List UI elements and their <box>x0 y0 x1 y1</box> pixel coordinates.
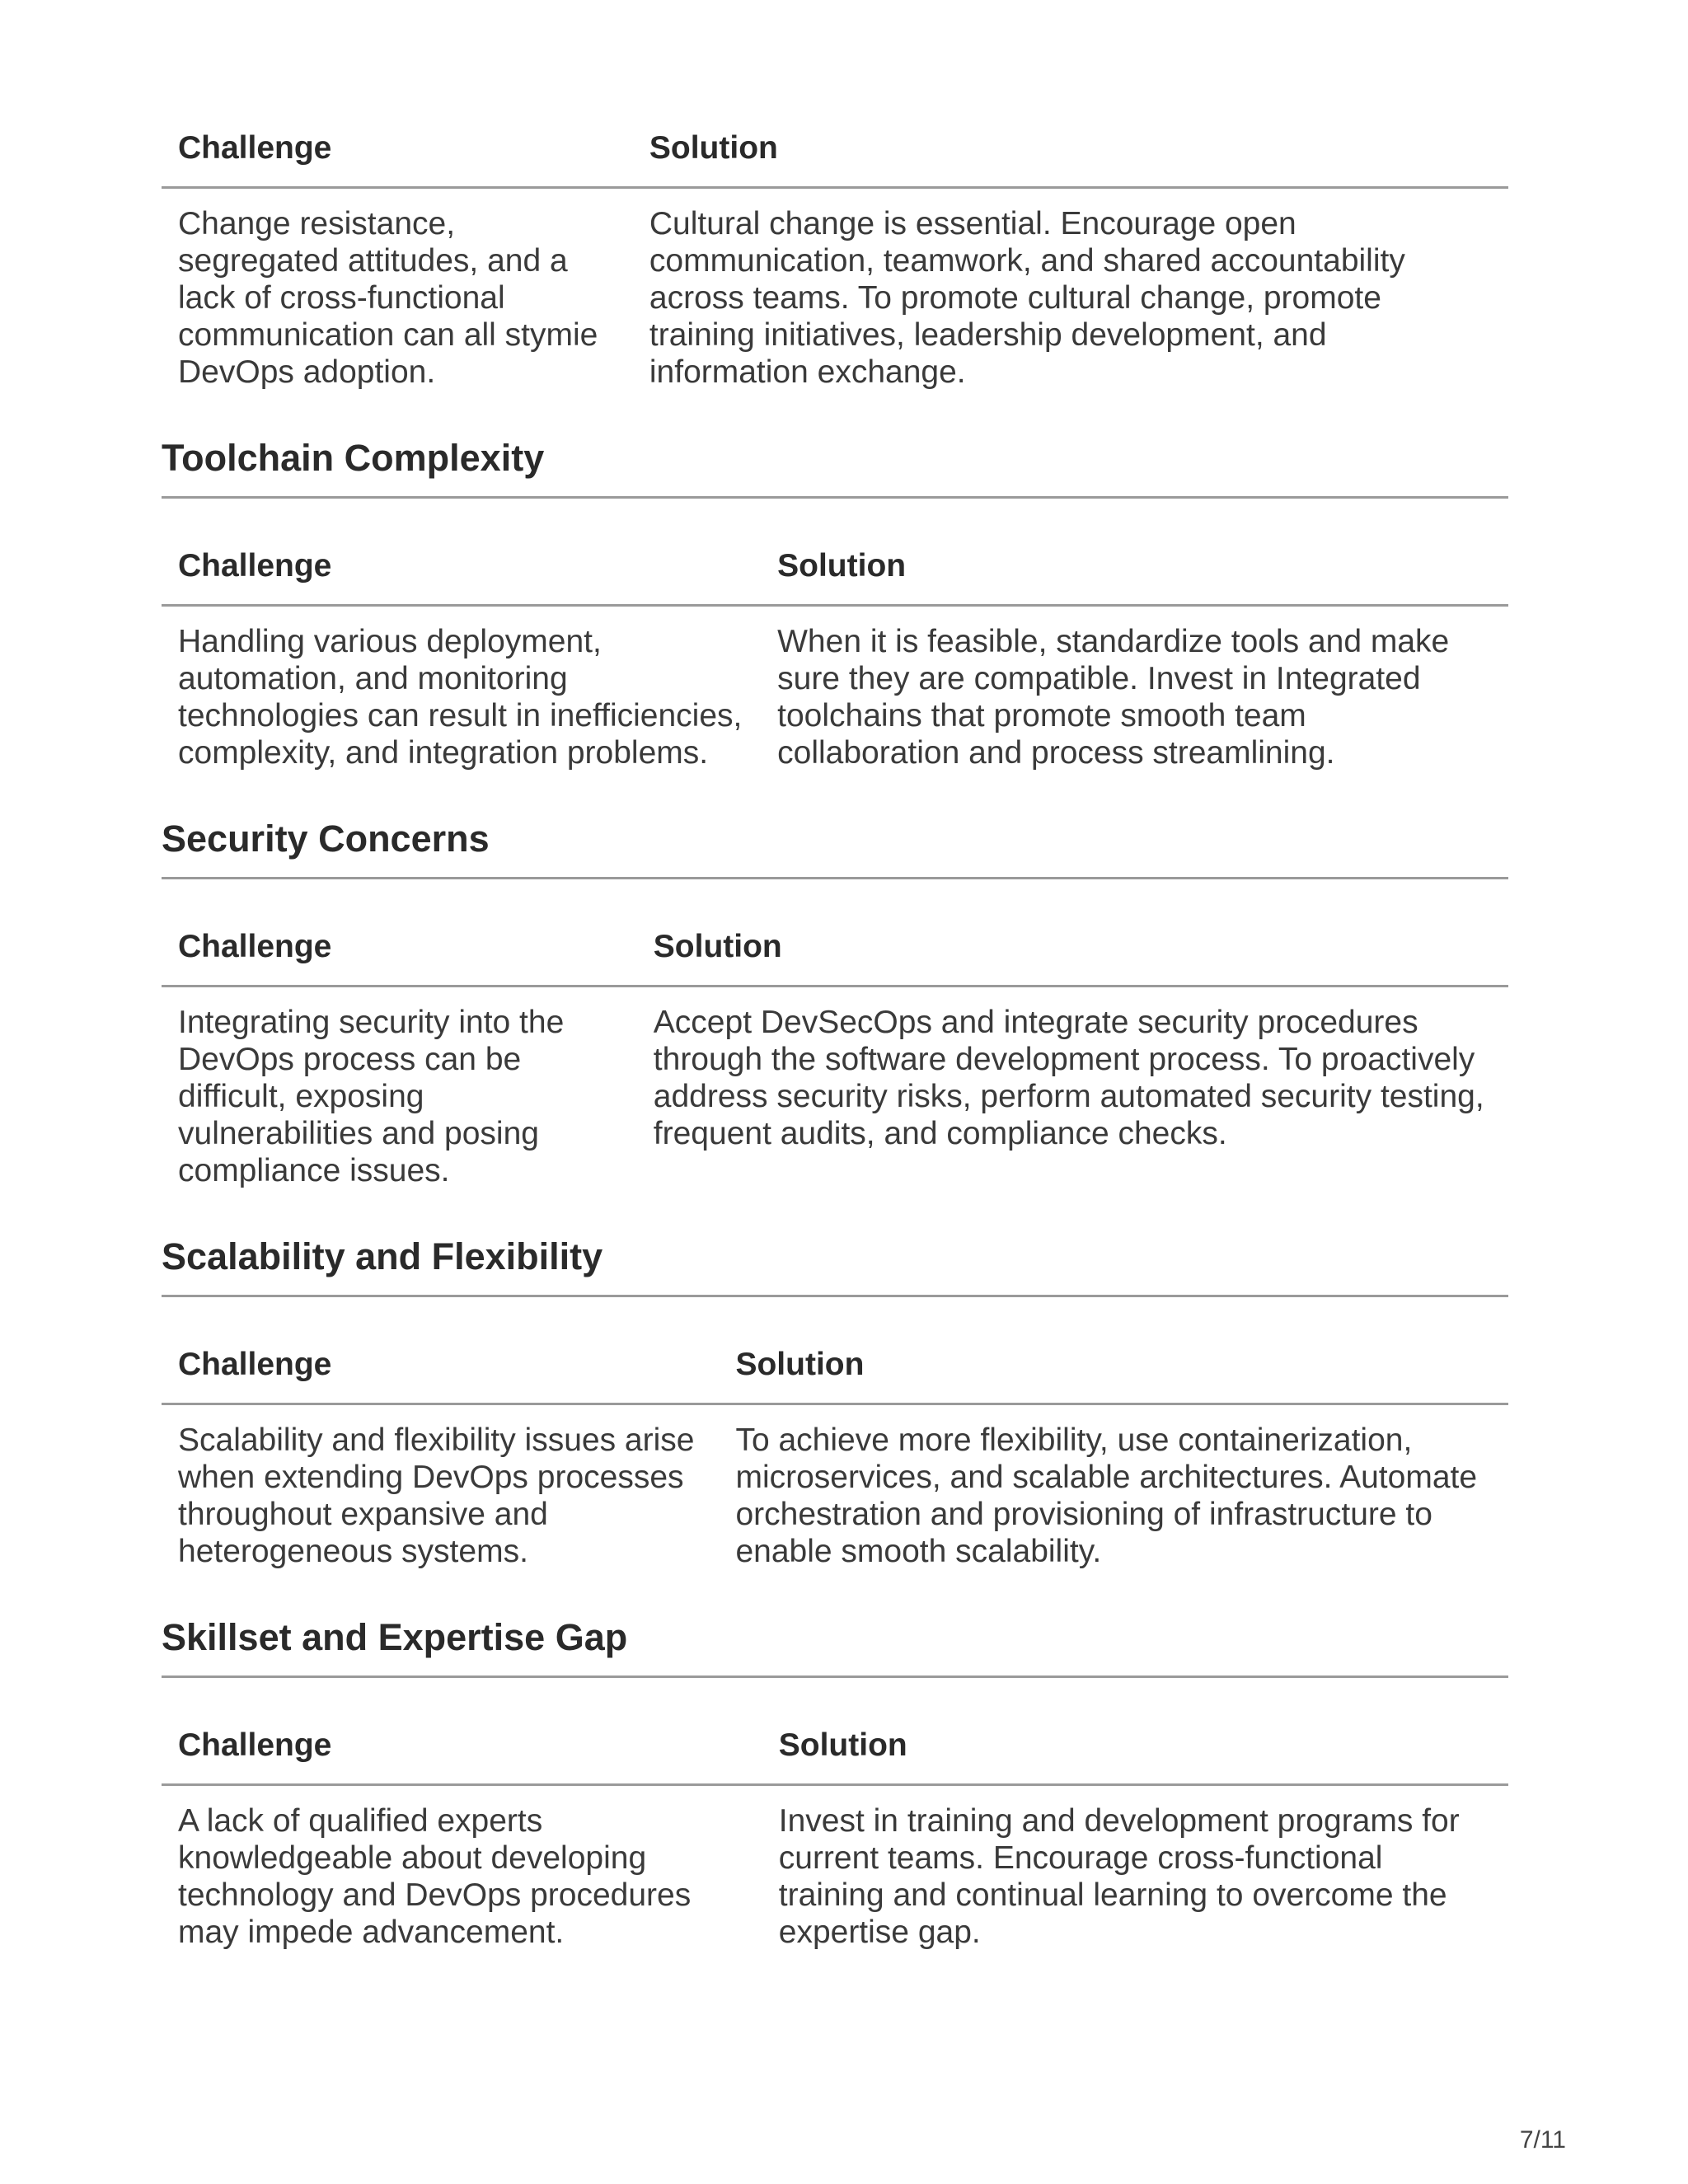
challenge-solution-table <box>162 124 1508 391</box>
challenge-solution-table <box>162 922 1508 1189</box>
challenge-cell: A lack of qualified experts knowledgeable about developing technology and DevOps procedures may impede advancement. <box>178 1803 692 1950</box>
table-header-row <box>162 922 1508 987</box>
challenge-cell: Scalability and flexibility issues arise when extending DevOps processes throughout expansive and heterogeneous systems. <box>178 1422 695 1569</box>
section-security-concerns <box>162 816 1508 1189</box>
challenge-header: Challenge <box>162 124 633 188</box>
table-row <box>162 1785 1508 1952</box>
solution-header: Solution <box>637 922 1508 987</box>
challenge-header: Challenge <box>162 922 637 987</box>
challenge-header: Challenge <box>162 1340 719 1404</box>
table-header-row <box>162 124 1508 188</box>
table-row <box>162 188 1508 391</box>
solution-header: Solution <box>762 1721 1508 1785</box>
section-heading: Security Concerns <box>162 816 1508 879</box>
table-row <box>162 1404 1508 1571</box>
table-row <box>162 606 1508 772</box>
solution-cell: When it is feasible, standardize tools and make sure they are compatible. Invest in Integrated toolchains that promote smooth team collaboration and process streamlining. <box>777 624 1450 771</box>
solution-cell: Cultural change is essential. Encourage open communication, teamwork, and shared accountability across teams. To promote cultural change, promote training initiatives, leadership development, and information exchange. <box>649 206 1405 390</box>
solution-cell: To achieve more flexibility, use containerization, microservices, and scalable architectures. Automate orchestration and provisioning of infrastructure to enable smooth scalability. <box>735 1422 1478 1569</box>
section-scalability-flexibility <box>162 1234 1508 1570</box>
challenge-cell: Integrating security into the DevOps process can be difficult, exposing vulnerabilities and posing compliance issues. <box>178 1005 565 1188</box>
challenge-header: Challenge <box>162 1721 762 1785</box>
table-header-row <box>162 1340 1508 1404</box>
solution-header: Solution <box>761 541 1508 606</box>
challenge-cell: Change resistance, segregated attitudes, and a lack of cross-functional communication can all stymie DevOps adoption. <box>178 206 598 390</box>
section-skillset-expertise-gap <box>162 1615 1508 1951</box>
solution-header: Solution <box>633 124 1508 188</box>
challenge-cell: Handling various deployment, automation, and monitoring technologies can result in inefficiencies, complexity, and integration problems. <box>178 624 743 771</box>
challenge-header: Challenge <box>162 541 761 606</box>
page-number: 7/11 <box>1519 2126 1566 2154</box>
section-toolchain-complexity <box>162 435 1508 771</box>
section-heading: Toolchain Complexity <box>162 435 1508 499</box>
section-heading: Skillset and Expertise Gap <box>162 1615 1508 1678</box>
table-header-row <box>162 541 1508 606</box>
solution-header: Solution <box>719 1340 1508 1404</box>
challenge-solution-table <box>162 1340 1508 1570</box>
table-row <box>162 987 1508 1190</box>
solution-cell: Accept DevSecOps and integrate security procedures through the software development process. To proactively address security risks, perform automated security testing, frequent audits, and compliance checks. <box>653 1005 1484 1151</box>
table-header-row <box>162 1721 1508 1785</box>
challenge-solution-table <box>162 541 1508 771</box>
section-heading: Scalability and Flexibility <box>162 1234 1508 1297</box>
solution-cell: Invest in training and development programs for current teams. Encourage cross-functional training and continual learning to overcome the expertise gap. <box>778 1803 1460 1950</box>
document-body <box>162 124 1508 1995</box>
section-cultural <box>162 124 1508 391</box>
challenge-solution-table <box>162 1721 1508 1951</box>
